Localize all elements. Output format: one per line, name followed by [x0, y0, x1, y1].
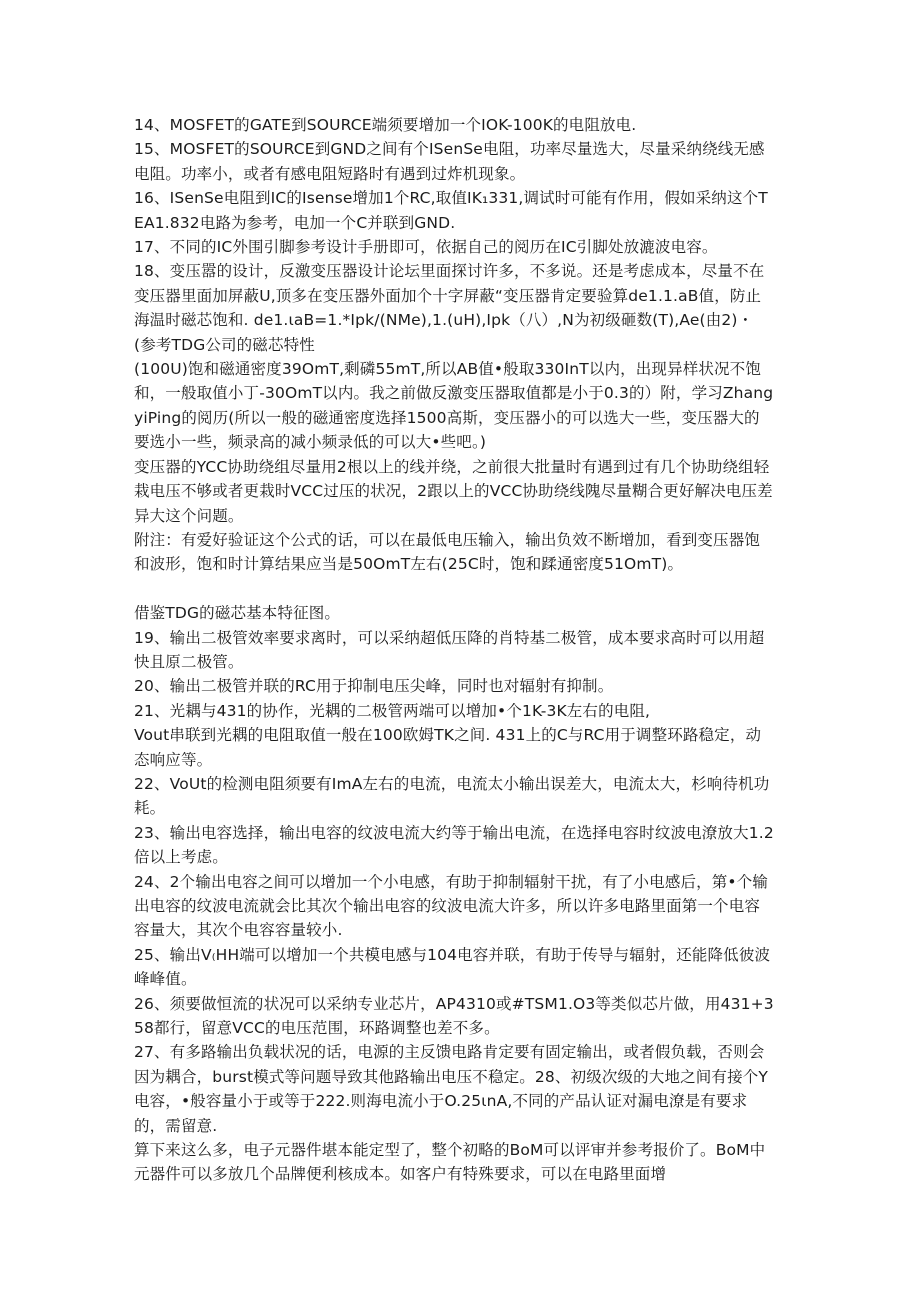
paragraph-24: 24、2个输出电容之间可以增加一个小电感，有助于抑制辐射干扰，有了小电感后，第•个输出电容的纹波电流就会比其次个输出电容的纹波电流大许多，所以许多电路里面第一个电容容量大，其次个电容容量较小. [134, 872, 769, 940]
document-body [134, 113, 774, 1187]
paragraph-18-continued: (100U)饱和磁通密度39OmT,剩磷55mT,所以AB值•般取330InT以内，出现异样状况不饱和，一般取值小丁-30OmT以内。我之前做反激变压器取值都是小于0.3的）附，学习ZhangyiPing的阅历(所以一般的磁通密度选择1500高斯，变压器小的可以选大一些，变压器大的要选小一些，频录高的减小频录低的可以大•些吧。) [134, 360, 774, 452]
paragraph-14: 14、MOSFET的GATE到SOURCE端须要增加一个IOK-100K的电阻放电. [134, 116, 637, 134]
paragraph-19: 19、输出二极管效率要求离时，可以采纳超低压降的肖特基二极管，成本要求高时可以用超快且原二极管。 [134, 628, 765, 671]
paragraph-17: 17、不同的IC外围引脚参考设计手册即可，依据自己的阅历在IC引脚处放漉波电容。 [134, 238, 718, 257]
paragraph-21-continued: Vout串联到光耦的电阻取值一般在100欧姆TK之间. 431上的C与RC用于调整环路稳定，动态响应等。 [134, 726, 762, 769]
paragraph-25: 25、输出V₍HH端可以增加一个共模电感与104电容并联，有助于传导与辐射，还能降低彼波峰峰值。 [134, 945, 771, 989]
paragraph-16: 16、ISenSe电阻到IC的Isense增加1个RC,取值IK₁331,调试时可能有作用，假如采纳这个TEA1.832电路为参考，电加一个C并联到GND. [134, 189, 768, 232]
paragraph-23: 23、输出电容选择，输出电容的纹波电流大约等于输出电流，在选择电容时纹波电潦放大1.2倍以上考虑。 [134, 823, 774, 867]
blank-line [134, 577, 774, 601]
paragraph-27-28: 27、有多路输出负载状况的话，电源的主反馈电路肯定要有固定输出，或者假负载，否则会因为耦合，burst模式等问题导致其他路输出电压不稳定。28、初级次级的大地之间有接个Y电容，•般容量小于或等于222.则海电流小于O.25ιnA,不同的产品认证对漏电潦是有要求的，需留意. [134, 1043, 768, 1135]
paragraph-note: 附注：有爱好验证这个公式的话，可以在最低电压输入，输出负效不断增加，看到变压器饱和波形，饱和时计算结果应当是50OmT左右(25C时，饱和蹂通密度51OmT)。 [134, 530, 761, 574]
paragraph-summary: 算下来这么多，电子元器件堪本能定型了，整个初略的BoM可以评审并参考报价了。BoM中元器件可以多放几个品牌便利核成本。如客户有特殊要求，可以在电路里面增 [134, 1141, 766, 1184]
paragraph-20: 20、输出二极管并联的RC用于抑制电压尖峰，同时也对辐射有抑制。 [134, 677, 614, 696]
paragraph-22: 22、VoUt的检测电阻须要有ImA左右的电流，电流太小输出误差大，电流太大，杉响待机功耗。 [134, 774, 770, 818]
paragraph-18: 18、变压嚣的设计，反激变压器设计论坛里面探讨许多，不多说。还是考虑成本，尽量不在变压器里面加屏蔽U,顶多在变压器外面加个十字屏蔽“变压器肯定要验算de1.1.aB值，防止海温时磁芯饱和. de1.ιaB=1.*Ipk/(NMe),1.(uH),Ipk（八）,N为初级砸数(T),Ae(由2)・(参考TDG公司的磁芯特性 [134, 262, 765, 354]
paragraph-26: 26、须要做恒流的状况可以采纳专业芯片，AP4310或#TSM1.O3等类似芯片做，用431+358都行，留意VCC的电压范围，环路调整也差不多。 [134, 994, 774, 1038]
paragraph-21: 21、光耦与431的协作，光耦的二极管两端可以增加•个1K-3K左右的电阻, [134, 701, 651, 720]
paragraph-15: 15、MOSFET的SOURCE到GND之间有个ISenSe电阻，功率尽量选大，尽量采纳绕线无感电阻。功率小，或者有感电阻短路时有遇到过炸机现象。 [134, 140, 765, 183]
paragraph-tdg-reference: 借鉴TDG的磁芯基本特征图。 [134, 604, 341, 623]
paragraph-vcc-winding: 变压器的YCC协助绕组尽量用2根以上的线并绕，之前很大批量时有遇到过有几个协助绕组轻栽电压不够或者更栽时VCC过压的状况，2跟以上的VCC协助绕线隗尽量糊合更好解决电压差异大这个问题。 [134, 457, 773, 525]
